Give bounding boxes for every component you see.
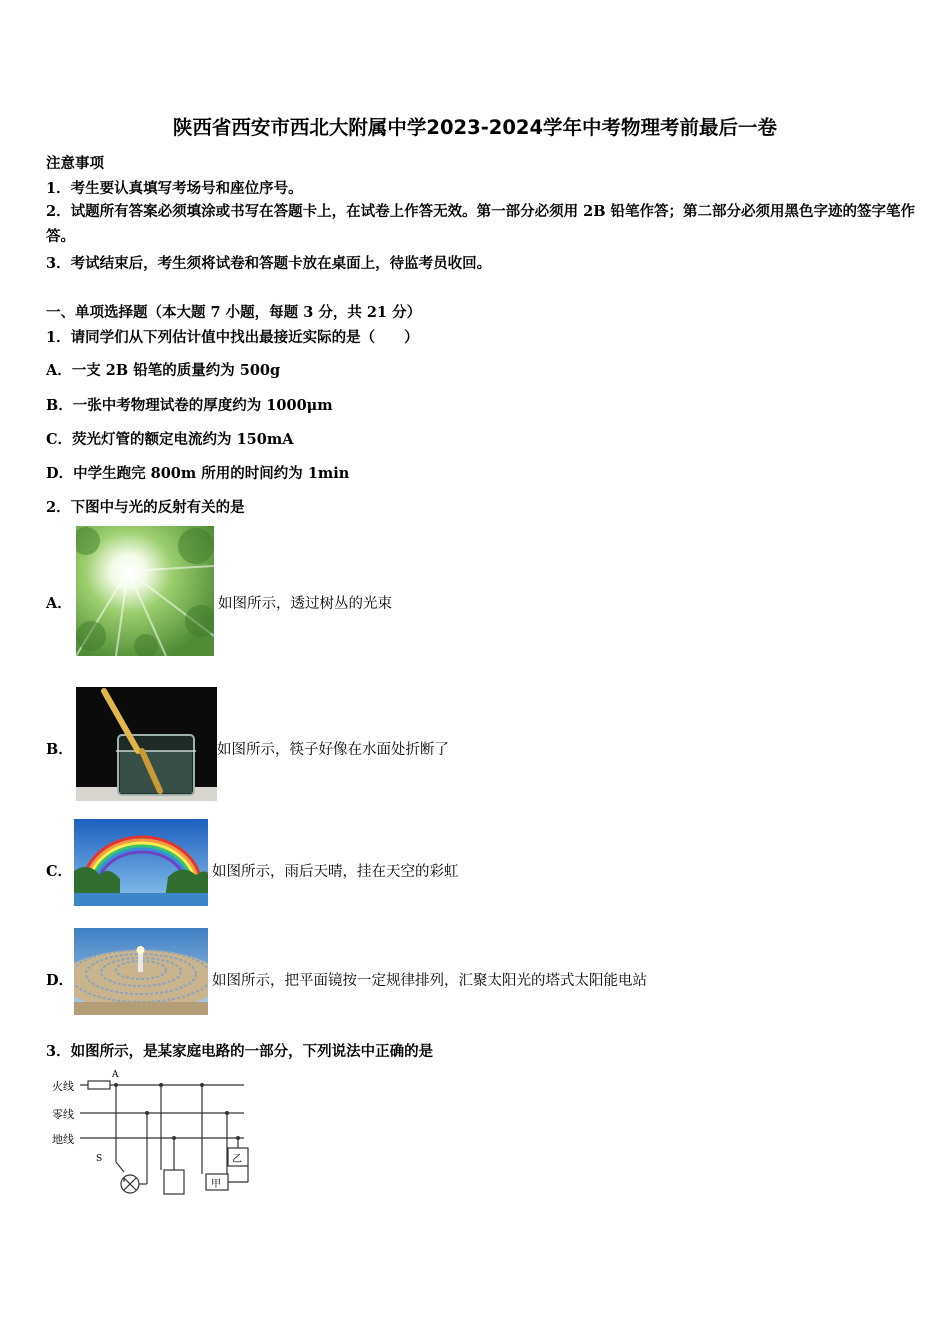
q3-stem: 3．如图所示，是某家庭电路的一部分，下列说法中正确的是 bbox=[46, 1043, 434, 1060]
device-yi-label: 乙 bbox=[232, 1154, 242, 1165]
q1-option-d: D．中学生跑完 800m 所用的时间约为 1min bbox=[46, 465, 350, 482]
rainbow-image bbox=[74, 819, 208, 906]
q1-option-a: A．一支 2B 铅笔的质量约为 500g bbox=[46, 362, 281, 379]
ground-wire-label: 地线 bbox=[52, 1133, 74, 1146]
q1-option-b: B．一张中考物理试卷的厚度约为 1000μm bbox=[46, 397, 333, 414]
q2-option-c-label: C． bbox=[46, 863, 73, 880]
point-a-label: A bbox=[112, 1070, 119, 1080]
notice-item-1: 1．考生要认真填写考场号和座位序号。 bbox=[46, 180, 303, 197]
neutral-wire-label: 零线 bbox=[52, 1108, 74, 1121]
q1-stem: 1．请同学们从下列估计值中找出最接近实际的是（ ） bbox=[46, 329, 419, 346]
q2-option-d-caption: 如图所示，把平面镜按一定规律排列，汇聚太阳光的塔式太阳能电站 bbox=[212, 973, 647, 989]
notice-item-3: 3．考试结束后，考生须将试卷和答题卡放在桌面上，待监考员收回。 bbox=[46, 255, 492, 272]
live-wire-label: 火线 bbox=[52, 1080, 74, 1093]
switch-s-label: S bbox=[96, 1154, 103, 1164]
page-title: 陕西省西安市西北大附属中学2023-2024学年中考物理考前最后一卷 bbox=[172, 116, 778, 139]
solar-tower-image bbox=[74, 928, 208, 1015]
circuit-diagram bbox=[44, 1070, 264, 1200]
q2-option-b-label: B． bbox=[46, 741, 73, 758]
device-jia-label: 甲 bbox=[211, 1179, 221, 1190]
section-heading: 一、单项选择题（本大题 7 小题，每题 3 分，共 21 分） bbox=[46, 304, 422, 321]
q1-option-c: C．荧光灯管的额定电流约为 150mA bbox=[46, 431, 294, 448]
q2-option-a-label: A． bbox=[46, 595, 72, 612]
q2-option-a-caption: 如图所示，透过树丛的光束 bbox=[218, 596, 392, 612]
forest-light-image bbox=[76, 526, 214, 656]
chopstick-glass-image bbox=[76, 687, 217, 801]
q2-option-c-caption: 如图所示，雨后天晴，挂在天空的彩虹 bbox=[212, 864, 459, 880]
notice-heading: 注意事项 bbox=[46, 155, 104, 172]
q2-option-d-label: D． bbox=[46, 972, 74, 989]
notice-item-2: 2．试题所有答案必须填涂或书写在答题卡上，在试卷上作答无效。第一部分必须用 2B 铅笔作答；第二部分必须用黑色字迹的签字笔作答。 bbox=[46, 203, 916, 245]
q2-option-b-caption: 如图所示，筷子好像在水面处折断了 bbox=[217, 742, 449, 758]
q2-stem: 2．下图中与光的反射有关的是 bbox=[46, 499, 245, 516]
